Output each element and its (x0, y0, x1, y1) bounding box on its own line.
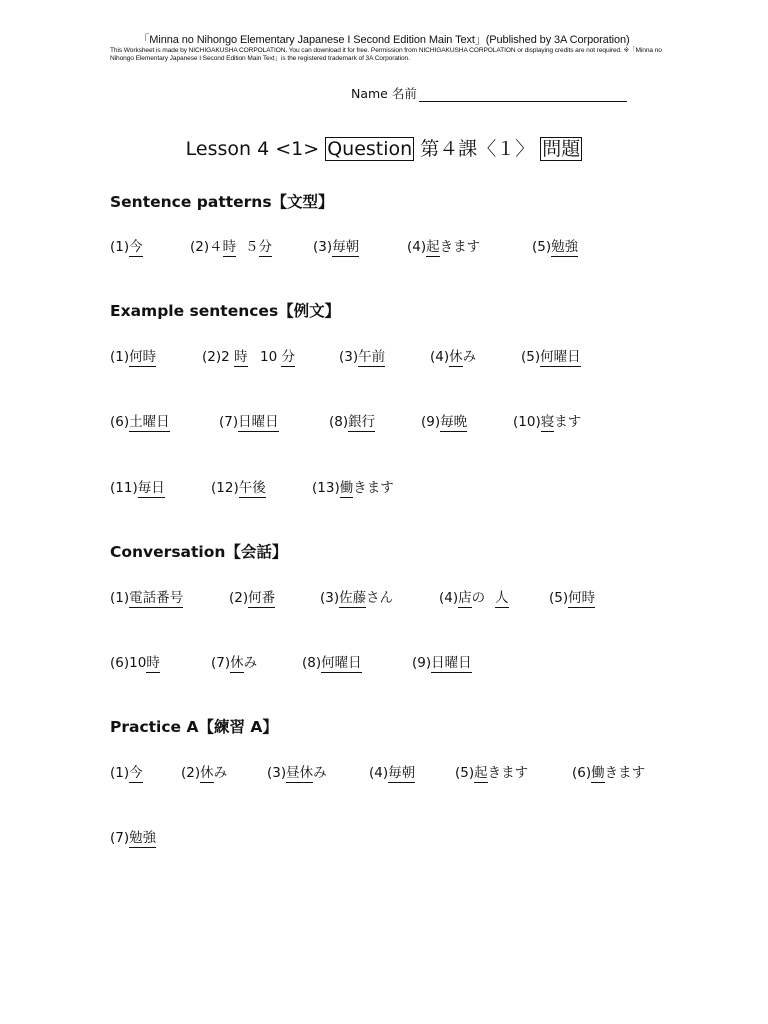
item: (8)銀行 (329, 414, 376, 430)
item: (1)今 (110, 765, 143, 781)
item: (1)今 (110, 239, 143, 255)
item: (5)何時 (549, 590, 596, 606)
item: (2)2 時 (202, 349, 248, 365)
item: (2)休み (181, 765, 228, 781)
item: (4)休み (430, 349, 477, 365)
item: (5)何曜日 (521, 349, 581, 365)
title-lesson-ja: 第４課〈１〉 (414, 138, 535, 160)
item: (6)10時 (110, 655, 160, 671)
section-heading-example-sentences: Example sentences【例文】 (110, 302, 341, 320)
item: 人 (495, 590, 509, 606)
item: (8)何曜日 (302, 655, 362, 671)
item: (3)昼休み (267, 765, 327, 781)
header-permission-note: This Worksheet is made by NICHIGAKUSHA CORPOLATION. You can download it for free. Permission from NICHIGAKUSHA CORPOLATION or displaying credits are not required. ※「Minna no Nihongo Elementary Japanese I Second Edition Main Text」is the registered trademark of 3A Corporation. (110, 47, 662, 62)
item: (5)起きます (455, 765, 529, 781)
item: (1)何時 (110, 349, 157, 365)
item: (7)勉強 (110, 830, 157, 846)
page-title (0, 134, 768, 161)
title-question-en: Question (327, 138, 413, 160)
item: (7)休み (211, 655, 258, 671)
item: (3)佐藤さん (320, 590, 394, 606)
item: (2)何番 (229, 590, 276, 606)
name-blank-line (419, 87, 627, 102)
title-question-ja: 問題 (542, 138, 581, 160)
item: (12)午後 (211, 480, 266, 496)
item: (4)店の (439, 590, 486, 606)
name-field (351, 84, 627, 102)
section-heading-conversation: Conversation【会話】 (110, 543, 288, 561)
item: (4)毎朝 (369, 765, 416, 781)
item: (11)毎日 (110, 480, 165, 496)
item: (1)電話番号 (110, 590, 184, 606)
name-label: Name 名前 (351, 86, 417, 101)
item: (6)土曜日 (110, 414, 170, 430)
item: (9)日曜日 (412, 655, 472, 671)
item: (3)毎朝 (313, 239, 360, 255)
item: (4)起きます (407, 239, 481, 255)
item: (13)働きます (312, 480, 394, 496)
item: (7)日曜日 (219, 414, 279, 430)
item: (6)働きます (572, 765, 646, 781)
item: 10 分 (260, 349, 295, 365)
item: (10)寝ます (513, 414, 582, 430)
header-credit-line: 「Minna no Nihongo Elementary Japanese I Second Edition Main Text」(Published by 3A Corporation) (138, 34, 630, 46)
item: (5)勉強 (532, 239, 579, 255)
item: ５分 (245, 239, 272, 255)
item: (9)毎晩 (421, 414, 468, 430)
item: (3)午前 (339, 349, 386, 365)
item: (2)４時 (190, 239, 237, 255)
section-heading-practice-a: Practice A【練習 A】 (110, 718, 278, 736)
section-heading-sentence-patterns: Sentence patterns【文型】 (110, 193, 334, 211)
title-lesson: Lesson 4 <1> (185, 138, 326, 160)
